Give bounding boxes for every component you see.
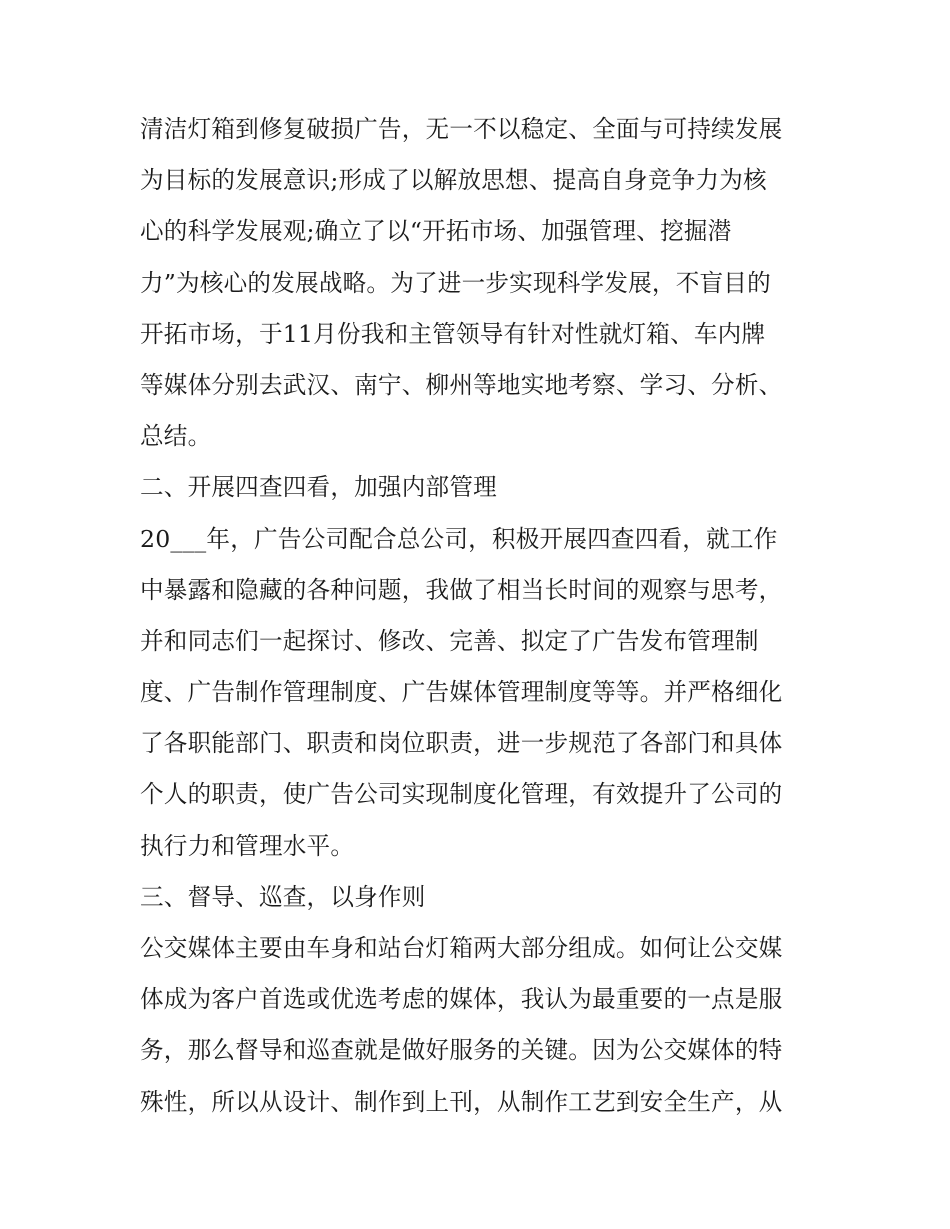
document-body — [140, 104, 820, 1128]
paragraph-line: 开拓市场，于11月份我和主管领导有针对性就灯箱、车内牌 — [140, 319, 766, 348]
paragraph-line: 力”为核心的发展战略。为了进一步实现科学发展，不盲目的 — [140, 268, 771, 297]
section-heading: 二、开展四查四看，加强内部管理 — [140, 473, 497, 502]
paragraph-line: 了各职能部门、职责和岗位职责，进一步规范了各部门和具体 — [140, 729, 783, 758]
paragraph-line: 总结。 — [140, 422, 212, 451]
paragraph-line: 中暴露和隐藏的各种问题，我做了相当长时间的观察与思考， — [140, 575, 783, 604]
paragraph-line: 度、广告制作管理制度、广告媒体管理制度等等。并严格细化 — [140, 678, 783, 707]
paragraph-line: 个人的职责，使广告公司实现制度化管理，有效提升了公司的 — [140, 780, 783, 809]
section-heading: 三、督导、巡查，以身作则 — [140, 882, 426, 911]
paragraph-line: 执行力和管理水平。 — [140, 831, 355, 860]
paragraph-line: 务，那么督导和巡查就是做好服务的关键。因为公交媒体的特 — [140, 1036, 783, 1065]
paragraph-line: 等媒体分别去武汉、南宁、柳州等地实地考察、学习、分析、 — [140, 370, 783, 399]
paragraph-line: 心的科学发展观;确立了以“开拓市场、加强管理、挖掘潜 — [140, 217, 732, 246]
paragraph-line: 为目标的发展意识;形成了以解放思想、提高自身竞争力为核 — [140, 166, 767, 195]
paragraph-line: 清洁灯箱到修复破损广告，无一不以稳定、全面与可持续发展 — [140, 115, 783, 143]
paragraph-line: 体成为客户首选或优选考虑的媒体，我认为最重要的一点是服 — [140, 985, 783, 1014]
paragraph-line: 公交媒体主要由车身和站台灯箱两大部分组成。如何让公交媒 — [140, 934, 783, 962]
paragraph-line: 20___年，广告公司配合总公司，积极开展四查四看，就工作 — [140, 524, 778, 553]
paragraph-line: 并和同志们一起探讨、修改、完善、拟定了广告发布管理制 — [140, 626, 759, 655]
paragraph-line: 殊性，所以从设计、制作到上刊，从制作工艺到安全生产，从 — [140, 1087, 783, 1116]
